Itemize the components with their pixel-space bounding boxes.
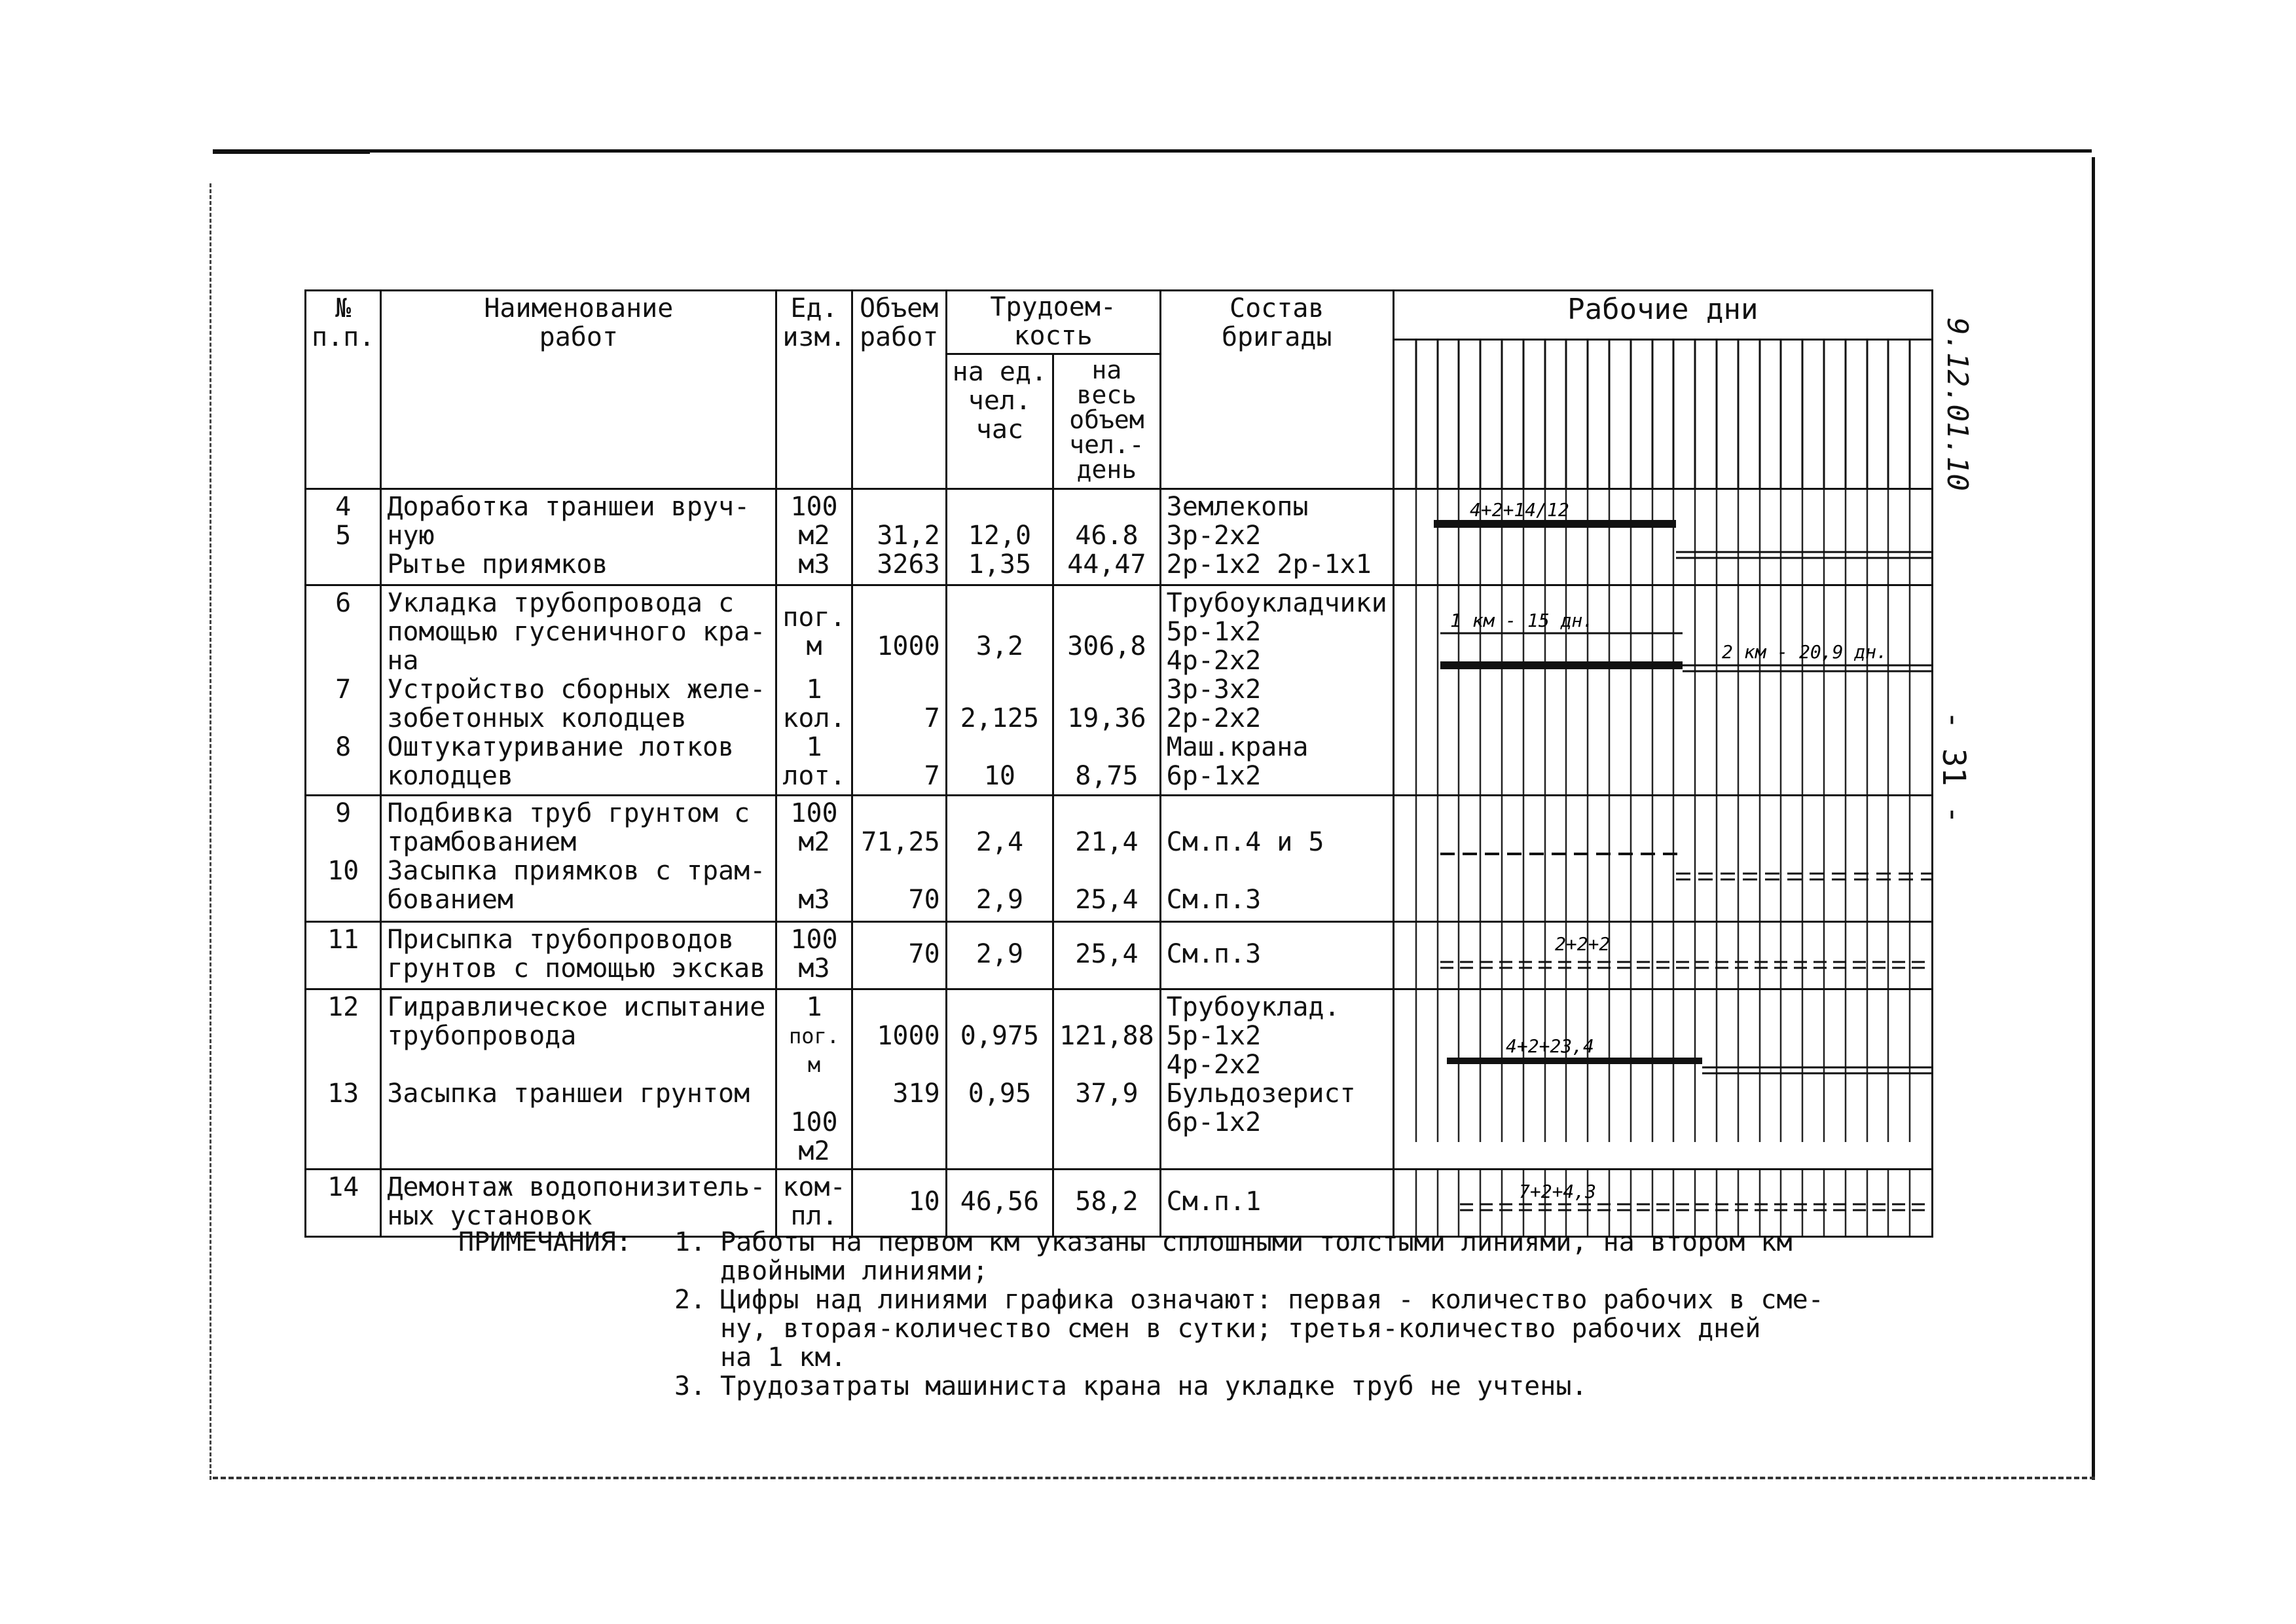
unit-line: кол. <box>782 703 846 733</box>
labor-total-value: 44,47 <box>1067 549 1146 580</box>
brigade-line: См.п.3 <box>1166 939 1262 969</box>
spacer <box>953 589 1048 632</box>
labor-per-unit-value: 0,95 <box>968 1079 1032 1109</box>
brigade-line: 4р-2х2 <box>1166 646 1262 676</box>
spacer <box>953 993 1048 1022</box>
labor-per-unit <box>946 922 1053 989</box>
row-number-text: 14 <box>327 1172 359 1202</box>
brigade-line: 6р-1х2 <box>1166 761 1262 791</box>
bar-label-row14: 7+2+4,3 <box>1518 1181 1596 1202</box>
unit-line: 100 <box>790 925 838 955</box>
brigade-line: 3р-2х2 <box>1166 521 1262 551</box>
labor-total <box>1053 489 1161 585</box>
work-days-title: Рабочие дни <box>1567 293 1758 326</box>
table-row <box>306 922 1933 989</box>
work-name-line: Подбивка труб грунтом с <box>387 798 750 828</box>
header-labor-total-text: на весь объем чел.- день <box>1069 356 1144 485</box>
brigade-line: 2р-1х2 2р-1х1 <box>1166 549 1372 580</box>
spacer <box>858 925 940 940</box>
spacer <box>953 733 1048 762</box>
header-labor-per-unit-text: на ед. чел. час <box>952 357 1048 445</box>
row-number-text: 8 <box>335 732 352 762</box>
schedule-chart-cell <box>1393 585 1932 796</box>
volume-value: 1000 <box>877 631 940 661</box>
volume-value: 70 <box>908 939 940 969</box>
spacer <box>312 1022 374 1079</box>
unit-line: м2 <box>798 521 830 551</box>
table-row <box>306 489 1933 585</box>
bar-label-row12: 4+2+23,4 <box>1505 1035 1594 1057</box>
spacer <box>953 857 1048 885</box>
table-row <box>306 585 1933 796</box>
header-number-text: № п.п. <box>312 293 375 352</box>
schedule-chart-row-11 <box>1394 923 1931 988</box>
schedule-chart-cell <box>1393 922 1932 989</box>
note-number: 1. <box>674 1227 706 1257</box>
work-name-line: Демонтаж водопонизитель- <box>387 1172 766 1202</box>
volume <box>852 989 946 1170</box>
brigade-line: 6р-1х2 <box>1166 1107 1262 1137</box>
work-name-line: помощью гусеничного кра- <box>387 617 766 647</box>
note-1 <box>458 1228 1824 1257</box>
volume-value: 1000 <box>877 1021 940 1051</box>
labor-total-value: 25,4 <box>1075 885 1139 915</box>
page-frame-bottom <box>213 1477 2095 1479</box>
page-number: - 31 - <box>1935 710 1972 824</box>
work-name-line: Укладка трубопровода с <box>387 588 735 618</box>
labor-total-value: 306,8 <box>1067 631 1146 661</box>
header-work-name-text: Наименование работ <box>484 293 674 352</box>
labor-total-value: 19,36 <box>1067 703 1146 733</box>
labor-per-unit-value: 2,9 <box>975 939 1024 969</box>
volume-value: 71,25 <box>861 827 940 857</box>
unit-line: м2 <box>798 827 830 857</box>
row-number-text: 4 <box>335 492 352 522</box>
brigade-line: См.п.3 <box>1166 885 1262 915</box>
unit <box>776 796 852 922</box>
unit-line: ком- <box>782 1172 846 1202</box>
header-labor <box>946 291 1160 354</box>
spacer <box>858 993 940 1022</box>
labor-total-value: 25,4 <box>1075 939 1139 969</box>
row-number-text: 10 <box>327 856 359 886</box>
work-name-line: Засыпка приямков с трам- <box>387 856 766 886</box>
work-name-line: на <box>387 646 419 676</box>
unit-line: пл. <box>790 1201 838 1231</box>
brigade-line: Бульдозерист <box>1166 1079 1356 1109</box>
bar-label-row11: 2+2+2 <box>1554 933 1611 955</box>
labor-total-value: 121,88 <box>1059 1021 1154 1051</box>
unit <box>776 922 852 989</box>
spacer <box>312 704 374 733</box>
spacer <box>1167 1173 1387 1187</box>
labor-per-unit-value: 2,9 <box>975 885 1024 915</box>
row-number <box>306 585 381 796</box>
work-name-line: трубопровода <box>387 1021 577 1051</box>
labor-total-value: 8,75 <box>1075 761 1139 791</box>
schedule-chart-cell <box>1393 489 1932 585</box>
brigade-line: Трубоуклад. <box>1166 992 1340 1022</box>
spacer <box>858 661 940 704</box>
unit-line: 100 <box>790 492 838 522</box>
spacer <box>1059 799 1154 828</box>
unit <box>776 585 852 796</box>
volume <box>852 585 946 796</box>
row-number-text: 6 <box>335 588 352 618</box>
bar-label-row4: 4+2+14/12 <box>1469 499 1569 521</box>
row-number-text: 9 <box>335 798 352 828</box>
unit <box>776 489 852 585</box>
spacer <box>953 661 1048 704</box>
spacer <box>1059 500 1154 521</box>
document-code: 9.12.01.10 <box>1941 318 1974 491</box>
volume-value: 7 <box>924 761 940 791</box>
note-text: ну, вторая-количество смен в сутки; третья-количество рабочих дней <box>720 1314 1761 1344</box>
labor-per-unit <box>946 489 1053 585</box>
work-name <box>381 489 776 585</box>
unit-line: 100 <box>790 798 838 828</box>
schedule-chart-rows-4-5 <box>1394 490 1931 584</box>
work-name-line: трамбованием <box>387 827 577 857</box>
header-labor-per-unit <box>946 354 1053 489</box>
spacer <box>858 492 940 500</box>
spacer <box>858 799 940 828</box>
brigade <box>1160 989 1393 1170</box>
spacer <box>312 828 374 857</box>
note-text: Цифры над линиями графика означают: первая - количество рабочих в сме- <box>720 1285 1824 1315</box>
spacer <box>1059 1050 1154 1079</box>
volume-value: 319 <box>892 1079 940 1109</box>
spacer <box>1059 733 1154 762</box>
work-name-line: Доработка траншеи вруч- <box>387 492 750 522</box>
header-number <box>306 291 381 489</box>
spacer <box>782 661 845 675</box>
row-number-text: 12 <box>327 992 359 1022</box>
bar-label-row6-km2: 2 км - 20,9 дн. <box>1721 641 1887 663</box>
work-name-line: зобетонных колодцев <box>387 703 687 733</box>
header-volume <box>852 291 946 489</box>
spacer <box>858 733 940 762</box>
labor-total-value: 21,4 <box>1075 827 1139 857</box>
note-text: двойными линиями; <box>720 1256 989 1286</box>
header-unit-text: Ед. изм. <box>782 293 846 352</box>
work-name-line: Гидравлическое испытание <box>387 992 766 1022</box>
work-name-line: Оштукатуривание лотков <box>387 732 735 762</box>
unit-line: м3 <box>798 885 830 915</box>
brigade <box>1160 796 1393 922</box>
header-labor-total <box>1053 354 1161 489</box>
header-row <box>306 291 1933 354</box>
schedule-chart-rows-12-13 <box>1394 990 1931 1142</box>
row-number-text: 11 <box>327 925 359 955</box>
labor-total <box>1053 585 1161 796</box>
spacer <box>782 1079 845 1108</box>
labor-per-unit-value: 2,4 <box>975 827 1024 857</box>
unit-line: пог. м <box>788 1024 840 1077</box>
note-number: 3. <box>674 1371 706 1401</box>
spacer <box>953 500 1048 521</box>
spacer <box>953 1173 1048 1187</box>
volume <box>852 922 946 989</box>
spacer <box>782 857 845 885</box>
header-brigade-text: Состав бригады <box>1221 293 1332 352</box>
labor-per-unit <box>946 796 1053 922</box>
brigade-line: 3р-3х2 <box>1166 674 1262 705</box>
page-frame-top <box>213 149 2092 153</box>
unit <box>776 989 852 1170</box>
day-grid-header <box>1394 341 1931 488</box>
row-number <box>306 989 381 1170</box>
schedule-chart-cell <box>1393 796 1932 922</box>
labor-total <box>1053 922 1161 989</box>
volume-value: 70 <box>908 885 940 915</box>
brigade-line: Трубоукладчики <box>1166 588 1387 618</box>
row-number-text: 7 <box>335 674 352 705</box>
spacer <box>858 1173 940 1187</box>
header-work-days <box>1393 291 1932 489</box>
brigade <box>1160 585 1393 796</box>
note-text: Работы на первом км указаны сплошными толстыми линиями, на втором км <box>720 1227 1793 1257</box>
labor-total-value: 58,2 <box>1075 1187 1139 1217</box>
unit-line: лот. <box>782 761 846 791</box>
spacer <box>858 500 940 521</box>
spacer <box>387 1050 770 1079</box>
work-name-line: колодцев <box>387 761 513 791</box>
note-text: на 1 км. <box>720 1342 847 1373</box>
work-name-line: Присыпка трубопроводов <box>387 925 735 955</box>
spacer <box>782 589 845 603</box>
work-name <box>381 585 776 796</box>
work-name <box>381 989 776 1170</box>
work-name-line: Рытье приямков <box>387 549 608 580</box>
spacer <box>1059 857 1154 885</box>
spacer <box>1059 1173 1154 1187</box>
unit-line: 1 <box>806 992 822 1022</box>
labor-per-unit-value: 3,2 <box>975 631 1024 661</box>
table-row <box>306 796 1933 922</box>
unit-line: пог. <box>782 602 846 633</box>
header-unit <box>776 291 852 489</box>
spacer <box>953 492 1048 500</box>
brigade-line: См.п.4 и 5 <box>1166 827 1324 857</box>
labor-per-unit-value: 2,125 <box>960 703 1040 733</box>
bar-label-row6-km1: 1 км - 15 дн. <box>1449 610 1594 631</box>
labor-total <box>1053 989 1161 1170</box>
work-name <box>381 922 776 989</box>
page-frame-right <box>2092 157 2095 1480</box>
spacer <box>1059 925 1154 940</box>
spacer <box>858 857 940 885</box>
work-days-header <box>1394 291 1931 488</box>
spacer <box>953 1050 1048 1079</box>
spacer <box>1059 589 1154 632</box>
table-row <box>306 989 1933 1170</box>
spacer <box>953 925 1048 940</box>
unit-line: 1 <box>806 674 822 705</box>
header-brigade <box>1160 291 1393 489</box>
schedule-chart-rows-9-10 <box>1394 796 1931 921</box>
brigade-line: Маш.крана <box>1166 732 1309 762</box>
spacer <box>1059 661 1154 704</box>
labor-per-unit-value: 46,56 <box>960 1187 1040 1217</box>
spacer <box>1059 492 1154 500</box>
brigade-line: 2р-2х2 <box>1166 703 1262 733</box>
note-number: 2. <box>674 1285 706 1315</box>
unit-line: 1 <box>806 732 822 762</box>
labor-per-unit-value: 12,0 <box>968 521 1032 551</box>
labor-total-value: 37,9 <box>1075 1079 1139 1109</box>
volume <box>852 796 946 922</box>
spacer <box>1167 857 1387 885</box>
row-number-text: 13 <box>327 1079 359 1109</box>
spacer <box>1167 925 1387 940</box>
header-labor-text: Трудоем- кость <box>990 292 1116 351</box>
row-number-text: 5 <box>335 521 352 551</box>
brigade-line: См.п.1 <box>1166 1187 1262 1217</box>
unit-line: м3 <box>798 953 830 984</box>
header-volume-text: Объем работ <box>859 293 939 352</box>
unit-line: м <box>806 631 822 661</box>
brigade-line: 5р-1х2 <box>1166 1021 1262 1051</box>
work-name-line: ных установок <box>387 1201 592 1231</box>
spacer <box>858 1050 940 1079</box>
labor-per-unit <box>946 989 1053 1170</box>
labor-total-value: 46.8 <box>1075 521 1139 551</box>
note-2 <box>458 1285 1824 1314</box>
note-text: Трудозатраты машиниста крана на укладке труб не учтены. <box>720 1371 1588 1401</box>
brigade <box>1160 922 1393 989</box>
unit-line: м2 <box>798 1136 830 1166</box>
spacer <box>1059 993 1154 1022</box>
volume-value: 31,2 <box>877 521 940 551</box>
volume-value: 10 <box>908 1187 940 1217</box>
labor-per-unit-value: 10 <box>983 761 1015 791</box>
labor-per-unit-value: 1,35 <box>968 549 1032 580</box>
brigade-line: 5р-1х2 <box>1166 617 1262 647</box>
work-name-line: Засыпка траншеи грунтом <box>387 1079 750 1109</box>
labor-total <box>1053 796 1161 922</box>
work-name-line: грунтов с помощью экскав <box>387 953 766 984</box>
spacer <box>312 618 374 675</box>
row-number <box>306 796 381 922</box>
work-schedule-table <box>304 289 1933 1238</box>
labor-per-unit-value: 0,975 <box>960 1021 1040 1051</box>
schedule-chart-cell <box>1393 989 1932 1170</box>
notes-label: ПРИМЕЧАНИЯ: <box>458 1227 632 1257</box>
brigade-line: 4р-2х2 <box>1166 1050 1262 1080</box>
work-name-line: Устройство сборных желе- <box>387 674 766 705</box>
spacer <box>953 799 1048 828</box>
page-frame-left <box>210 183 211 1480</box>
work-name-line: ную <box>387 521 435 551</box>
work-name <box>381 796 776 922</box>
brigade <box>1160 489 1393 585</box>
labor-per-unit <box>946 585 1053 796</box>
header-work-name <box>381 291 776 489</box>
volume-value: 3263 <box>877 549 940 580</box>
schedule-chart-row-14 <box>1394 1170 1931 1236</box>
work-name-line: бованием <box>387 885 513 915</box>
unit-line: 100 <box>790 1107 838 1137</box>
notes-section <box>458 1228 1824 1401</box>
volume <box>852 489 946 585</box>
schedule-chart-rows-6-8 <box>1394 586 1931 794</box>
note-3 <box>458 1372 1824 1401</box>
spacer <box>858 589 940 632</box>
page-frame-top-left <box>213 152 370 154</box>
brigade-line: Землекопы <box>1166 492 1309 522</box>
volume-value: 7 <box>924 703 940 733</box>
row-number <box>306 1170 381 1237</box>
unit-line: м3 <box>798 549 830 580</box>
row-number <box>306 489 381 585</box>
row-number <box>306 922 381 989</box>
spacer <box>1167 799 1387 828</box>
